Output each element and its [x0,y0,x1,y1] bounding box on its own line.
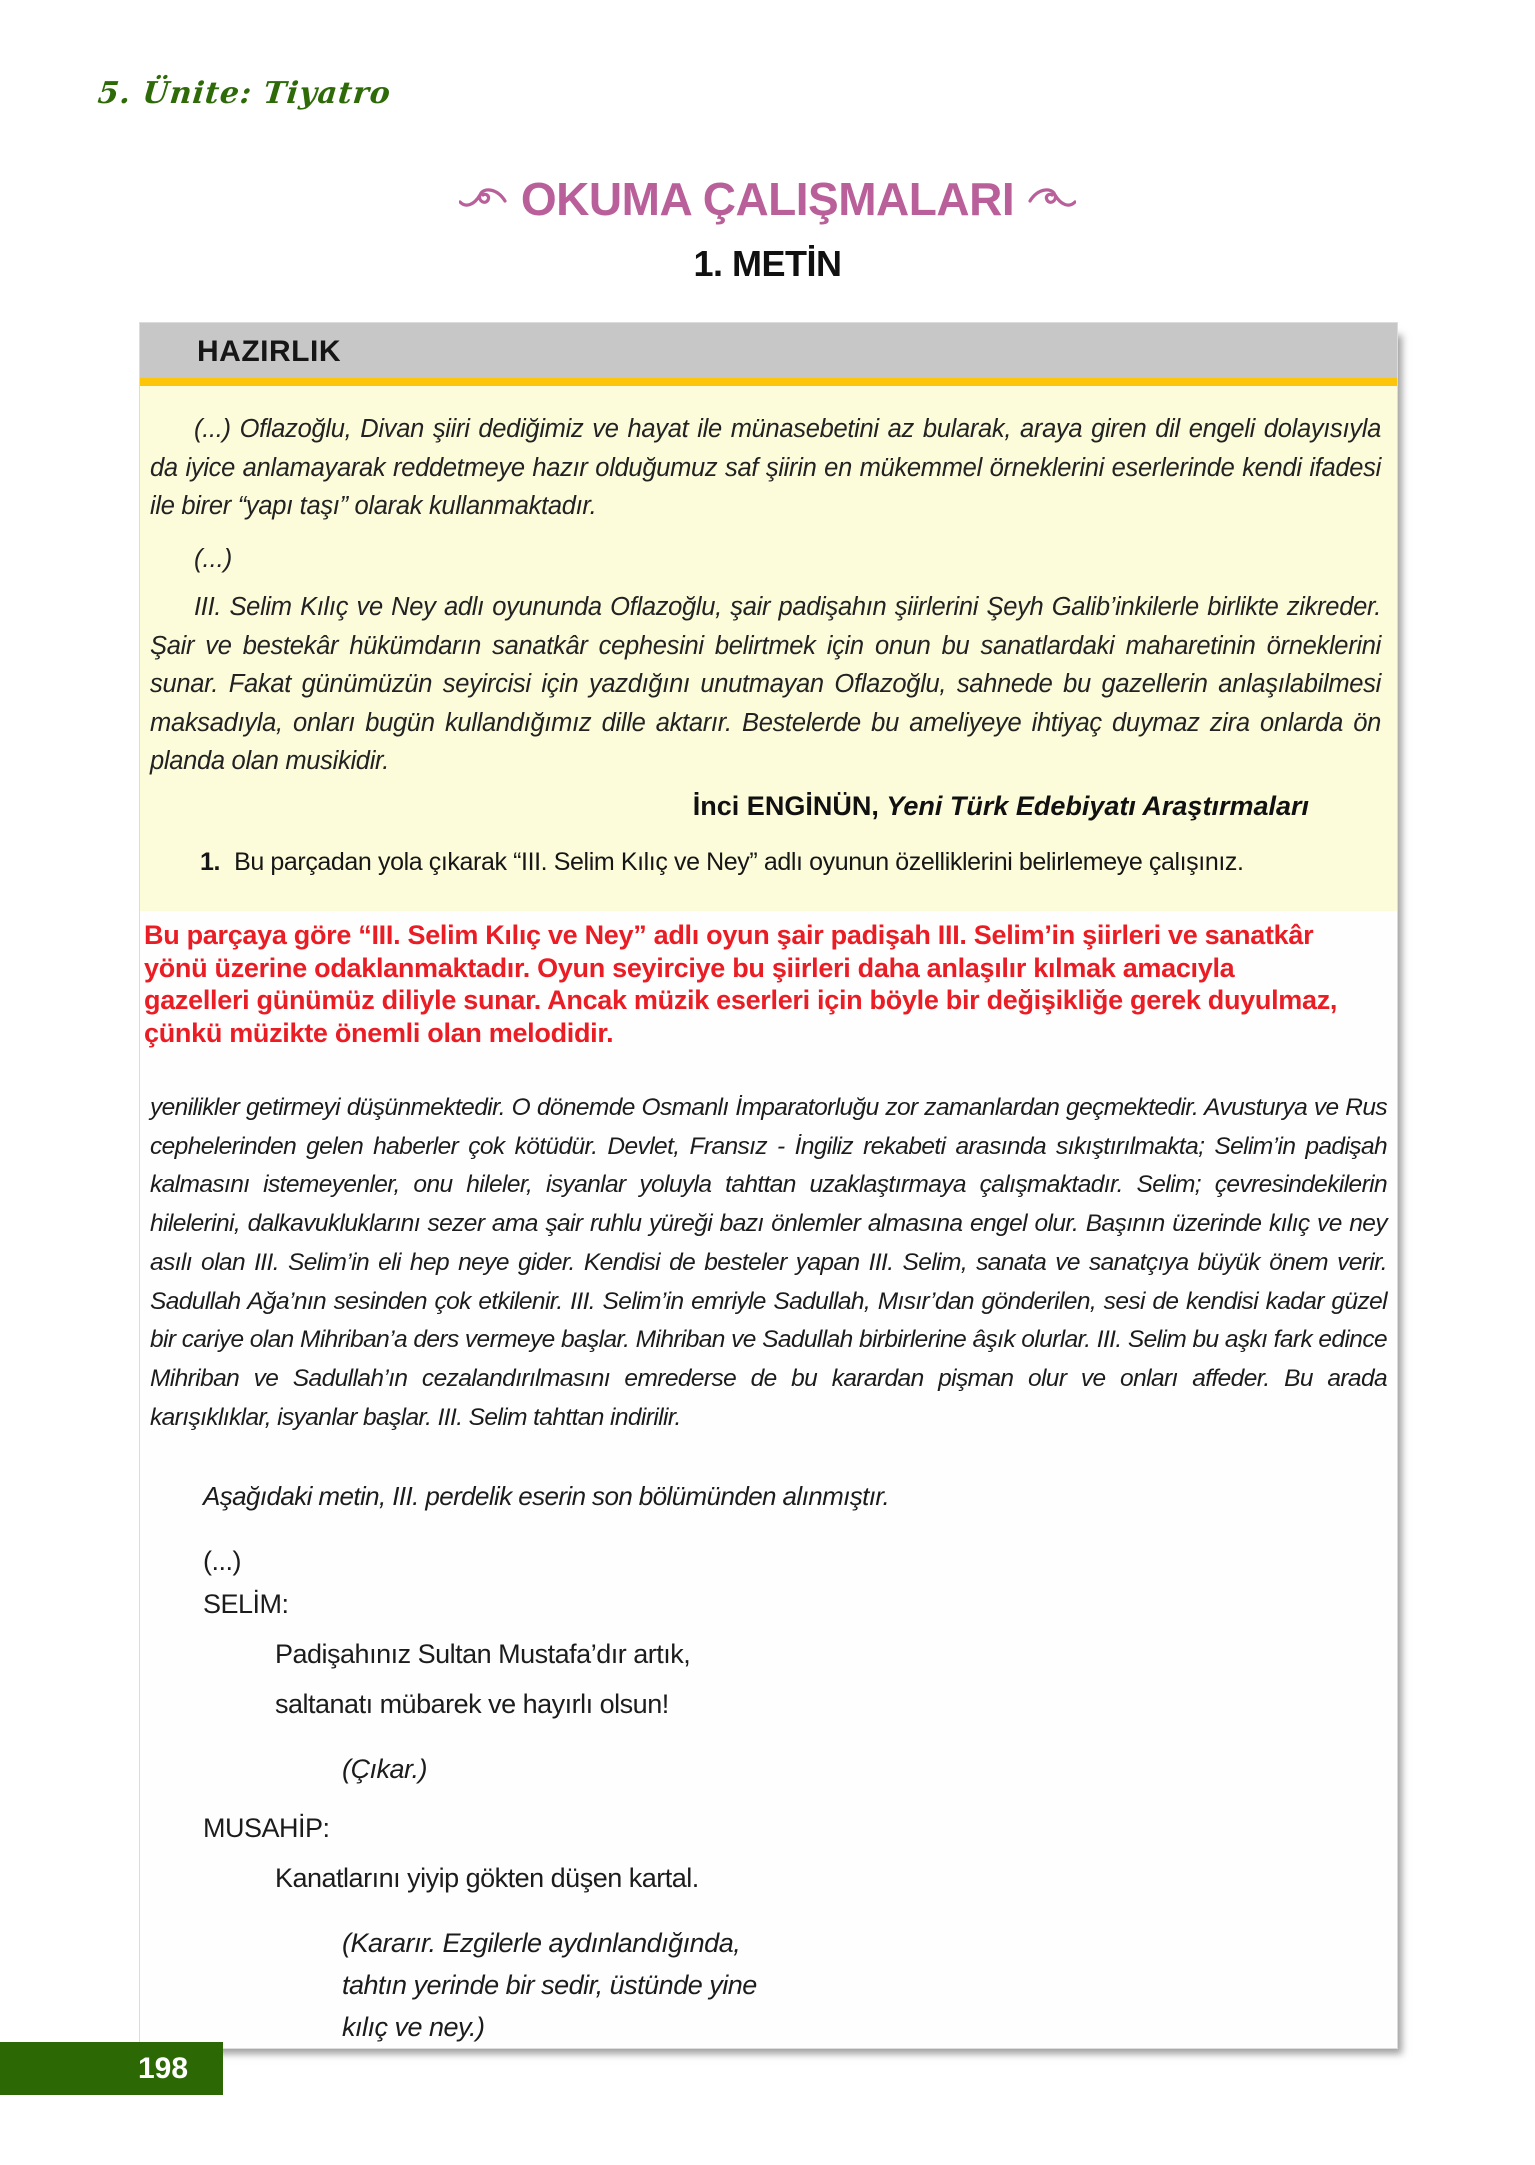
dialogue-line: Kanatlarını yiyip gökten düşen kartal. [275,1863,699,1894]
question-number: 1. [200,847,221,876]
text-number-heading: 1. METİN [693,243,842,284]
attribution-work-title: Yeni Türk Edebiyatı Araştırmaları [886,790,1309,821]
quote-panel [140,386,1397,911]
quote-paragraph-2: III. Selim Kılıç ve Ney adlı oyununda Oflazoğlu, şair padişahın şiirlerini Şeyh Galib’inkilerle birlikte zikreder. Şair ve bestekâr hükümdarın sanatkâr cephesini belirtmek için onun bu sanatlardaki maharetinin örneklerini sunar. Fakat günümüzün seyircisi için yazdığını unutmayan Oflazoğlu, sahnede bu gazellerin anlaşılabilmesi maksadıyla, onları bugün kullandığımız dille aktarır. Bestelerde bu ameliyeye ihtiyaç duymaz zira onlarda ön planda olan musikidir. [150,593,1381,775]
fleuron-ornament-right-icon [1028,185,1076,213]
dialogue-line: Padişahınız Sultan Mustafa’dır artık, [275,1639,691,1670]
dialogue-block [140,1542,1397,2048]
excerpt-note: Aşağıdaki metin, III. perdelik eserin son bölümünden alınmıştır. [203,1481,890,1512]
dialogue-ellipsis: (...) [203,1546,241,1577]
quote-paragraph-1: (...) Oflazoğlu, Divan şiiri dediğimiz ve hayat ile münasebetini az bularak, araya giren dil engeli dolayısıyla da iyice anlamayarak reddetmeye hazır olduğumuz saf şiirin en mükemmel örneklerini eserlerinde kendi ifadesi ile birer “yapı taşı” olarak kullanmaktadır. [150,415,1381,520]
page-number-badge: 198 [0,2042,223,2095]
question-text: Bu parçadan yola çıkarak “III. Selim Kılıç ve Ney” adlı oyunun özelliklerini belirlemeye çalışınız. [234,847,1244,876]
speaker-musahip: MUSAHİP: [203,1813,330,1844]
page-title-row [0,172,1535,226]
dialogue-line: saltanatı mübarek ve hayırlı olsun! [275,1689,669,1720]
speaker-selim: SELİM: [203,1589,289,1620]
hazirlik-section-box [139,322,1398,2049]
quote-attribution [150,791,1381,822]
page-title: OKUMA ÇALIŞMALARI [520,173,1015,225]
unit-label: 5. Ünite: Tiyatro [96,76,393,111]
question-1 [150,848,1381,877]
section-header-hazirlik: HAZIRLIK [140,323,1397,378]
attribution-author: İnci ENGİNÜN, [692,790,879,821]
handwritten-answer-text: Bu parçaya göre “III. Selim Kılıç ve Ney” adlı oyun şair padişah III. Selim’in şiirleri ve sanatkâr yönü üzerine odaklanmaktadır. Oyun seyirciye bu şiirleri daha anlaşılır kılmak amacıyla gazelleri günümüz diliyle sunar. Ancak müzik eserleri için böyle bir değişikliğe gerek duyulmaz, çünkü müzikte önemli olan melodidir. [144,920,1338,1048]
quote-ellipsis: (...) [194,544,233,573]
stage-direction: (Kararır. Ezgilerle aydınlandığında, tahtın yerinde bir sedir, üstünde yine kılıç ve ney.) [342,1928,757,2043]
stage-direction: (Çıkar.) [342,1754,427,1785]
play-synopsis-paragraph: yenilikler getirmeyi düşünmektedir. O dönemde Osmanlı İmparatorluğu zor zamanlardan geçmektedir. Avusturya ve Rus cephelerinden gelen haberler çok kötüdür. Devlet, Fransız - İngiliz rekabeti arasında sıkıştırılmakta; Selim’in padişah kalmasını istemeyenler, onu hileler, isyanlar yoluyla tahttan uzaklaştırmaya çalışmaktadır. Selim; çevresindekilerin hilelerini, dalkavukluklarını sezer ama şair ruhlu yüreği bazı önlemler almasına engel olur. Başının üzerinde kılıç ve ney asılı olan III. Selim’in eli hep neye gider. Kendisi de besteler yapan III. Selim, sanata ve sanatçıya büyük önem verir. Sadullah Ağa’nın sesinden çok etkilenir. III. Selim’in emriyle Sadullah, Mısır’dan gönderilen, sesi de kendisi kadar güzel bir cariye olan Mihriban’a ders vermeye başlar. Mihriban ve Sadullah birbirlerine âşık olurlar. III. Selim bu aşkı fark edince Mihriban ve Sadullah’ın cezalandırılmasını emrederse de bu karardan pişman olur ve onları affeder. Bu arada karışıklıklar, isyanlar başlar. III. Selim tahttan indirilir. [150,1094,1387,1431]
fleuron-ornament-left-icon [459,185,507,213]
gold-rule [140,378,1397,386]
